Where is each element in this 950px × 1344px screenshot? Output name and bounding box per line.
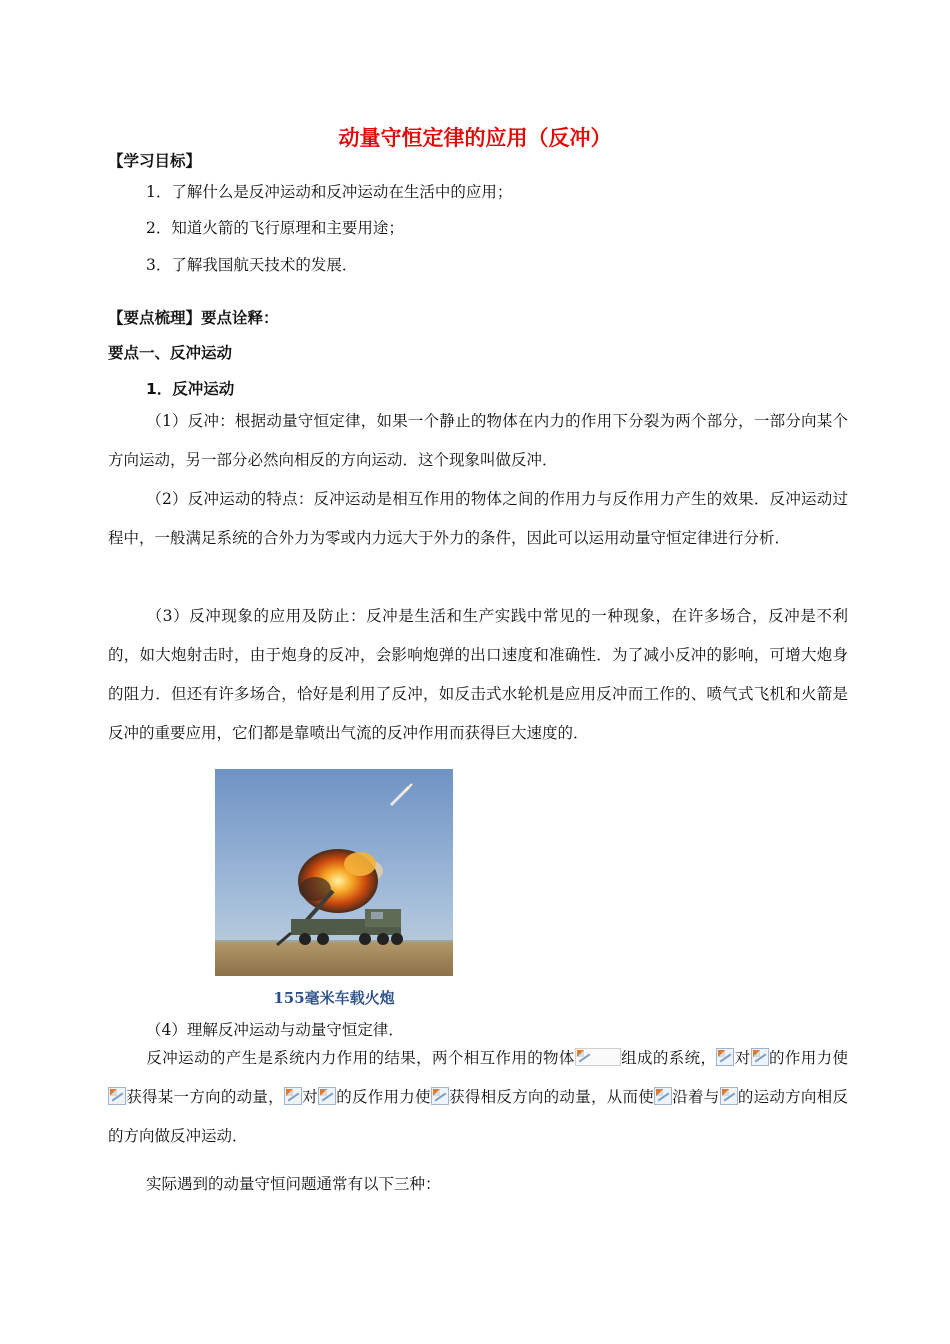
text-run: 的作用力使 bbox=[768, 1049, 848, 1067]
howitzer-photo bbox=[215, 769, 453, 976]
paragraph-understanding: （4）理解反冲运动与动量守恒定律． bbox=[146, 1021, 404, 1039]
text-run: 的反作用力使 bbox=[335, 1088, 431, 1106]
paragraph-reaction-applications bbox=[108, 597, 848, 753]
text-run: 获得某一方向的动量， bbox=[126, 1088, 284, 1106]
formula-image bbox=[108, 1087, 126, 1105]
text-run: 反冲运动的产生是系统内力作用的结果，两个相互作用的物体 bbox=[146, 1049, 575, 1067]
document-title: 动量守恒定律的应用（反冲） bbox=[338, 126, 612, 150]
howitzer-illustration bbox=[215, 769, 453, 976]
text-run: 组成的系统， bbox=[620, 1049, 717, 1067]
formula-image bbox=[654, 1087, 672, 1105]
learning-goals-heading: 【学习目标】 bbox=[108, 152, 202, 170]
formula-image bbox=[716, 1048, 734, 1066]
formula-image bbox=[431, 1087, 449, 1105]
formula-image bbox=[284, 1087, 302, 1105]
text-run: 沿着与 bbox=[672, 1088, 720, 1106]
paragraph-reaction-features bbox=[108, 480, 848, 558]
subsection-heading: 1．反冲运动 bbox=[146, 380, 235, 398]
summary-heading: 【要点梳理】要点诠释： bbox=[108, 309, 279, 327]
formula-image bbox=[720, 1087, 738, 1105]
paragraph-reaction-explanation bbox=[108, 1039, 848, 1156]
text-run: 获得相反方向的动量，从而使 bbox=[448, 1088, 655, 1106]
paragraph-text: （3）反冲现象的应用及防止：反冲是生活和生产实践中常见的一种现象，在许多场合，反冲是不利的，如大炮射击时，由于炮身的反冲，会影响炮弹的出口速度和准确性．为了减小反冲的影响，可增大炮身的阻力．但还有许多场合，恰好是利用了反冲，如反击式水轮机是应用反冲而工作的、喷气式飞机和火箭是反冲的重要应用，它们都是靠喷出气流的反冲作用而获得巨大速度的． bbox=[108, 607, 848, 742]
goal-item: 3．了解我国航天技术的发展． bbox=[146, 256, 358, 274]
formula-image bbox=[575, 1048, 621, 1066]
goal-item: 1．了解什么是反冲运动和反冲运动在生活中的应用； bbox=[146, 183, 513, 201]
figure-caption: 155毫米车载火炮 bbox=[273, 989, 395, 1007]
paragraph-text: （2）反冲运动的特点：反冲运动是相互作用的物体之间的作用力与反作用力产生的效果．反冲运动过程中，一般满足系统的合外力为零或内力远大于外力的条件，因此可以运用动量守恒定律进行分析． bbox=[108, 490, 848, 547]
section-heading: 要点一、反冲运动 bbox=[108, 344, 233, 362]
formula-image bbox=[318, 1087, 336, 1105]
formula-image bbox=[751, 1048, 769, 1066]
goal-item: 2．知道火箭的飞行原理和主要用途； bbox=[146, 219, 404, 237]
paragraph-three-cases: 实际遇到的动量守恒问题通常有以下三种： bbox=[146, 1175, 441, 1193]
text-run: 对 bbox=[734, 1049, 751, 1067]
text-run: 对 bbox=[301, 1088, 318, 1106]
paragraph-reaction-definition bbox=[108, 402, 848, 480]
text-run: 的运动方向相反的方向做反冲运动． bbox=[108, 1088, 848, 1145]
paragraph-text: （1）反冲：根据动量守恒定律，如果一个静止的物体在内力的作用下分裂为两个部分，一部分向某个方向运动，另一部分必然向相反的方向运动．这个现象叫做反冲． bbox=[108, 412, 848, 469]
